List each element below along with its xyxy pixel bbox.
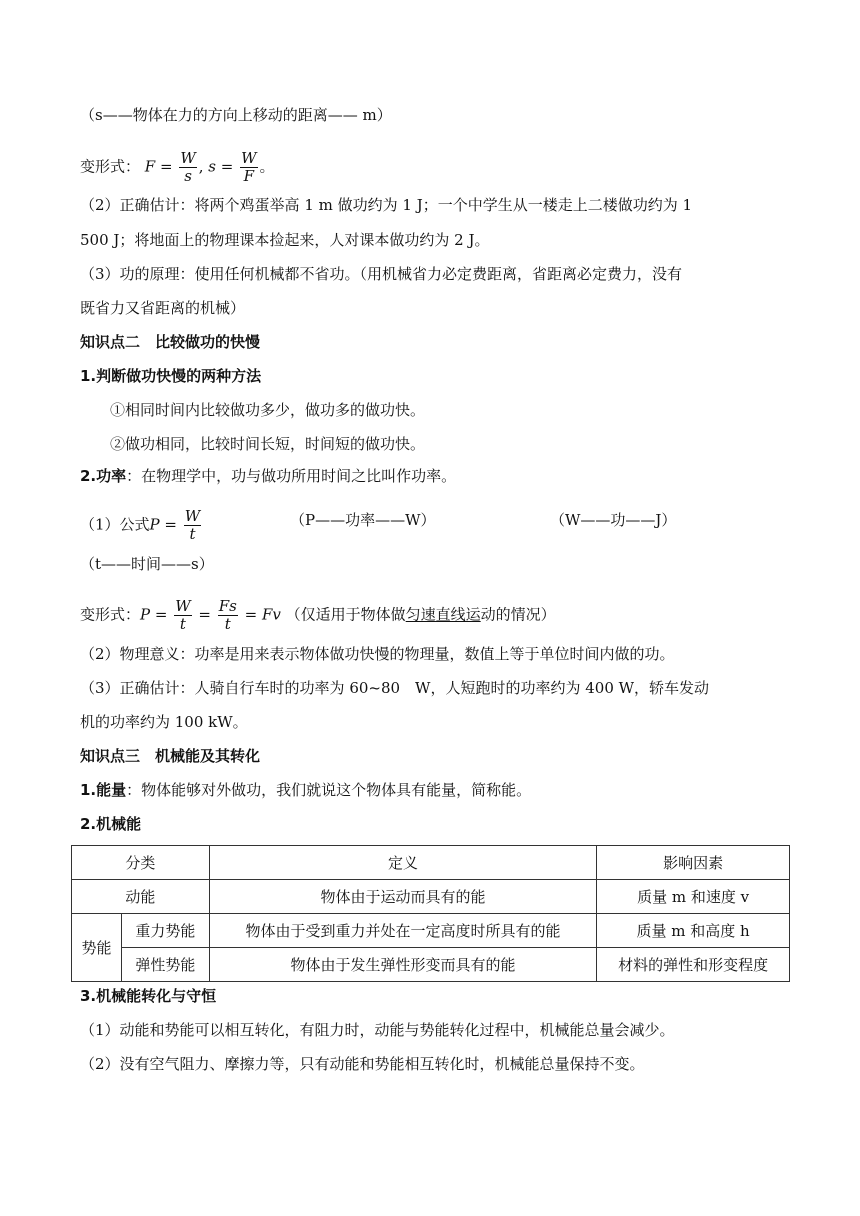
row-kinetic-definition: 物体由于运动而具有的能 — [209, 880, 596, 914]
estimate-paragraph-line2: 500 J；将地面上的物理课本捡起来，人对课本做功约为 2 J。 — [80, 231, 490, 249]
power-estimate-line2: 机的功率约为 100 kW。 — [80, 713, 248, 731]
table-row — [72, 914, 790, 948]
conversion-heading: 3.机械能转化与守恒 — [80, 987, 217, 1005]
row-kinetic-class: 动能 — [72, 880, 210, 914]
mechanical-energy-table — [71, 845, 790, 982]
method-two: ②做功相同，比较时间长短，时间短的做功快。 — [110, 435, 426, 453]
conversion-point-1: （1）动能和势能可以相互转化，有阻力时，动能与势能转化过程中，机械能总量会减少。 — [80, 1021, 675, 1039]
physical-meaning: （2）物理意义：功率是用来表示物体做功快慢的物理量，数值上等于单位时间内做的功。 — [80, 645, 675, 663]
section-heading-2: 知识点二 比较做功的快慢 — [80, 333, 261, 351]
table-header-row — [72, 846, 790, 880]
work-principle-line1: （3）功的原理：使用任何机械都不省功。（用机械省力必定费距离，省距离必定费力，没有 — [80, 265, 683, 283]
work-formula-variants: 变形式： F = $\frac{W}{s}$ , s = $\frac{W}{F}$ 。 — [80, 149, 275, 185]
power-formula: （1）公式P = $\frac{W}{t}$ — [80, 507, 201, 543]
energy-definition: 1.能量：物体能够对外做功，我们就说这个物体具有能量，简称能。 — [80, 781, 532, 799]
row-elastic-class: 弹性势能 — [121, 948, 209, 982]
power-unit-note: （P——功率——W） — [290, 511, 436, 529]
table-row — [72, 880, 790, 914]
row-gravitational-definition: 物体由于受到重力并处在一定高度时所具有的能 — [209, 914, 596, 948]
work-unit-note: （W——功——J） — [550, 511, 677, 529]
row-gravitational-class: 重力势能 — [121, 914, 209, 948]
estimate-paragraph-line1: （2）正确估计：将两个鸡蛋举高 1 m 做功约为 1 J；一个中学生从一楼走上二楼做功约为 1 — [80, 196, 693, 214]
time-unit-note: （t——时间——s） — [80, 555, 214, 573]
row-potential-group: 势能 — [72, 914, 122, 982]
subheading-methods: 1.判断做功快慢的两种方法 — [80, 367, 262, 385]
power-estimate-line1: （3）正确估计：人骑自行车时的功率为 60~80 W，人短跑时的功率约为 400 W，轿车发动 — [80, 679, 710, 697]
header-class: 分类 — [72, 846, 210, 880]
power-definition: 2.功率：在物理学中，功与做功所用时间之比叫作功率。 — [80, 467, 457, 485]
row-elastic-factors: 材料的弹性和形变程度 — [597, 948, 790, 982]
work-principle-line2: 既省力又省距离的机械） — [80, 299, 246, 317]
mechanical-energy-heading: 2.机械能 — [80, 815, 142, 833]
method-one: ①相同时间内比较做功多少，做功多的做功快。 — [110, 401, 426, 419]
row-kinetic-factors: 质量 m 和速度 v — [597, 880, 790, 914]
header-definition: 定义 — [209, 846, 596, 880]
power-formula-variants: 变形式：P = $\frac{W}{t}$ = $\frac{Fs}{t}$ = Fv （仅适用于物体做匀速直线运动的情况） — [80, 597, 556, 633]
distance-definition: （s——物体在力的方向上移动的距离—— m） — [80, 106, 392, 124]
row-gravitational-factors: 质量 m 和高度 h — [597, 914, 790, 948]
header-factors: 影响因素 — [597, 846, 790, 880]
section-heading-3: 知识点三 机械能及其转化 — [80, 747, 261, 765]
table-row — [72, 948, 790, 982]
row-elastic-definition: 物体由于发生弹性形变而具有的能 — [209, 948, 596, 982]
conversion-point-2: （2）没有空气阻力、摩擦力等，只有动能和势能相互转化时，机械能总量保持不变。 — [80, 1055, 645, 1073]
